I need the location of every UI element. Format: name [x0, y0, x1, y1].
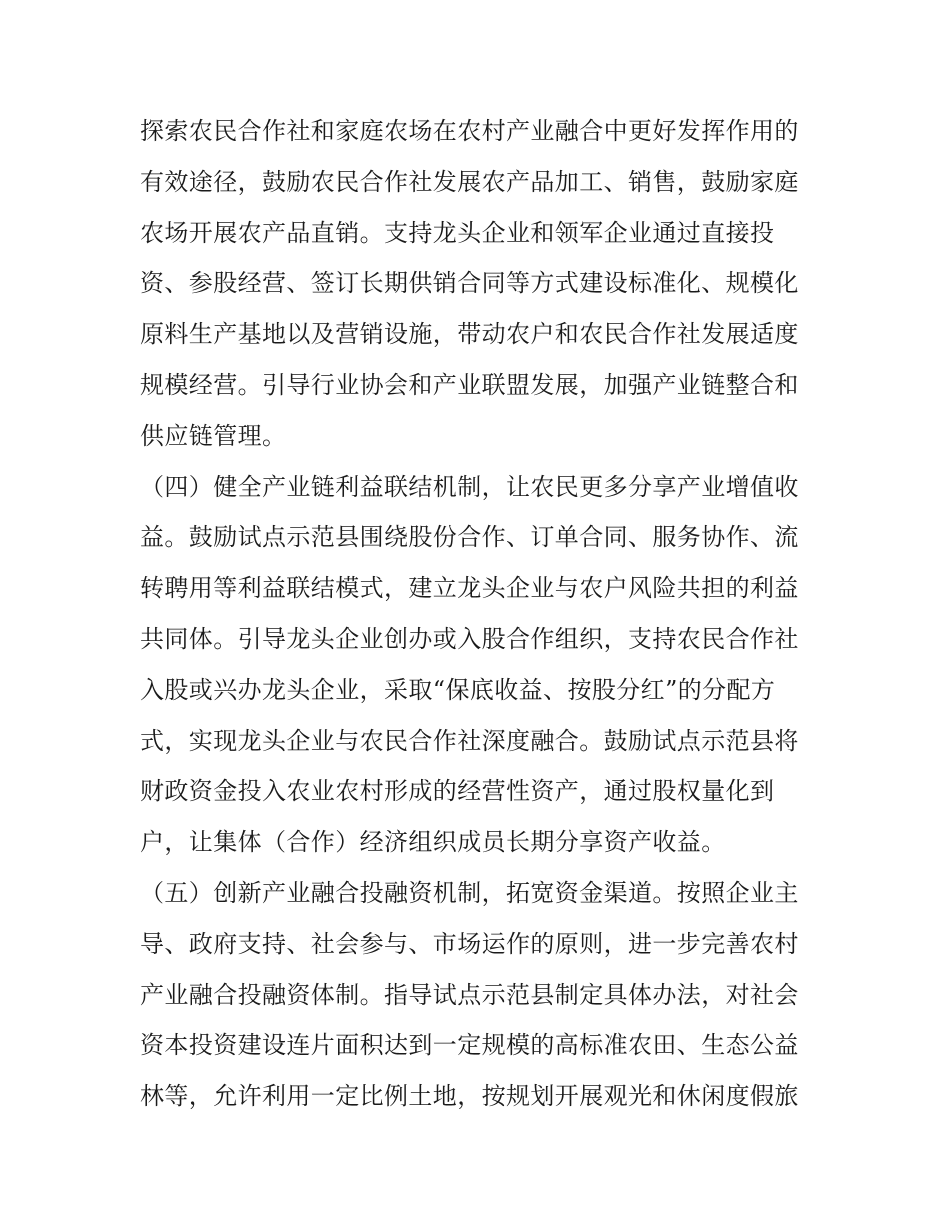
text-line: 规模经营。引导行业协会和产业联盟发展，加强产业链整合和 — [140, 370, 799, 399]
text-line: 户，让集体（合作）经济组织成员长期分享资产收益。 — [140, 828, 726, 857]
text-line: 原料生产基地以及营销设施，带动农户和农民合作社发展适度 — [140, 320, 799, 349]
text-line: 益。鼓励试点示范县围绕股份合作、订单合同、服务协作、流 — [140, 523, 799, 552]
text-line: 式，实现龙头企业与农民合作社深度融合。鼓励试点示范县将 — [140, 726, 799, 755]
text-line: 财政资金投入农业农村形成的经营性资产，通过股权量化到 — [140, 777, 775, 806]
text-line: 资、参股经营、签订长期供销合同等方式建设标准化、规模化 — [140, 269, 799, 298]
text-line: 转聘用等利益联结模式，建立龙头企业与农户风险共担的利益 — [140, 574, 799, 603]
text-line: 农场开展农产品直销。支持龙头企业和领军企业通过直接投 — [140, 218, 775, 247]
section-heading-line: （五）创新产业融合投融资机制，拓宽资金渠道。按照企业主 — [140, 878, 799, 907]
text-line: 产业融合投融资体制。指导试点示范县制定具体办法，对社会 — [140, 980, 799, 1009]
text-line: 共同体。引导龙头企业创办或入股合作组织，支持农民合作社 — [140, 624, 799, 653]
text-line: 导、政府支持、社会参与、市场运作的原则，进一步完善农村 — [140, 929, 799, 958]
text-line: 资本投资建设连片面积达到一定规模的高标准农田、生态公益 — [140, 1031, 799, 1060]
text-line: 有效途径，鼓励农民合作社发展农产品加工、销售，鼓励家庭 — [140, 167, 799, 196]
text-line: 入股或兴办龙头企业，采取“保底收益、按股分红”的分配方 — [140, 675, 776, 704]
text-line: 林等，允许利用一定比例土地，按规划开展观光和休闲度假旅 — [140, 1082, 799, 1111]
text-line: 供应链管理。 — [140, 421, 287, 450]
document-body — [140, 113, 820, 1129]
text-line: 探索农民合作社和家庭农场在农村产业融合中更好发挥作用的 — [140, 117, 799, 145]
section-heading-line: （四）健全产业链利益联结机制，让农民更多分享产业增值收 — [140, 472, 799, 501]
